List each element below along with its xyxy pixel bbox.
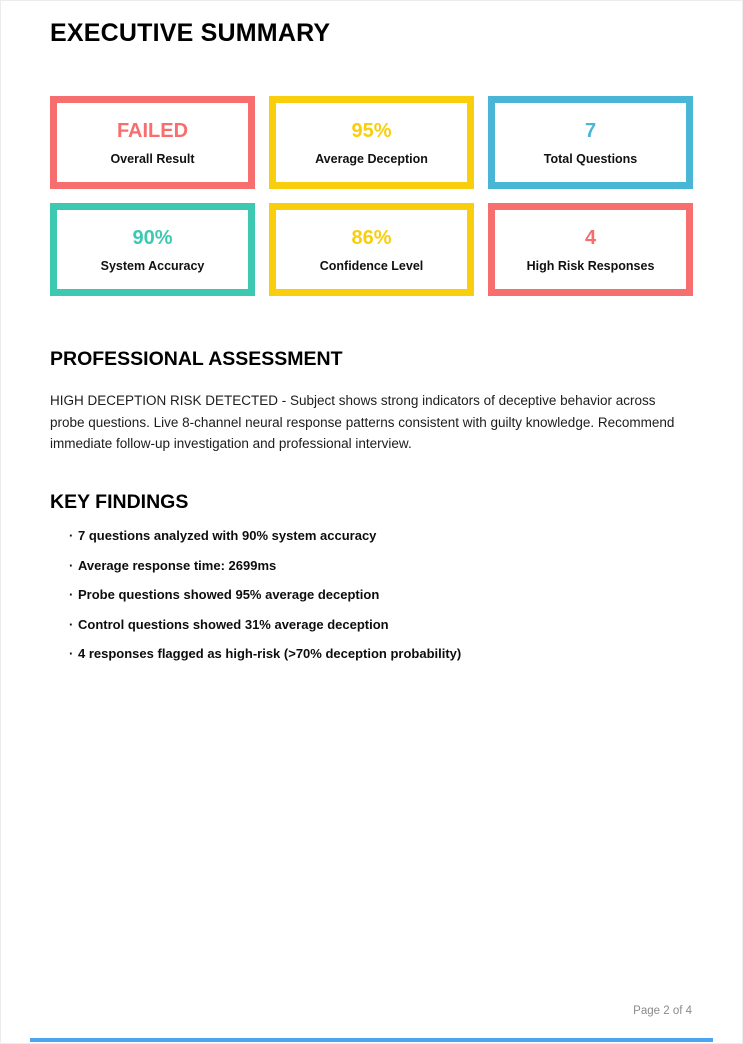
findings-list	[50, 528, 693, 661]
stat-label: Overall Result	[110, 151, 195, 166]
stat-value: 95%	[351, 119, 392, 142]
stat-card-system-accuracy	[50, 203, 255, 296]
finding-item	[69, 646, 693, 661]
stat-label: High Risk Responses	[526, 258, 655, 273]
stat-label: Total Questions	[543, 151, 638, 166]
stat-label: System Accuracy	[100, 258, 205, 273]
stat-value: 4	[584, 226, 597, 249]
key-findings-heading: KEY FINDINGS	[50, 490, 189, 513]
finding-item	[69, 617, 693, 632]
page-content	[1, 19, 742, 661]
bullet-icon	[69, 587, 78, 602]
stat-value: 90%	[132, 226, 173, 249]
bullet-icon	[69, 617, 78, 632]
stat-card-overall-result	[50, 96, 255, 189]
stat-value: FAILED	[116, 119, 189, 142]
page-title: EXECUTIVE SUMMARY	[50, 19, 331, 47]
bullet-icon	[69, 646, 78, 661]
finding-item	[69, 587, 693, 602]
stat-card-confidence-level	[269, 203, 474, 296]
finding-text: Probe questions showed 95% average deception	[78, 587, 380, 602]
finding-item	[69, 558, 693, 573]
stat-card-high-risk-responses	[488, 203, 693, 296]
bottom-accent-bar	[30, 1038, 713, 1042]
bullet-icon	[69, 528, 78, 543]
bullet-icon	[69, 558, 78, 573]
assessment-heading: PROFESSIONAL ASSESSMENT	[50, 348, 343, 370]
stat-card-total-questions	[488, 96, 693, 189]
stat-card-average-deception	[269, 96, 474, 189]
finding-text: 4 responses flagged as high-risk (>70% deception probability)	[78, 646, 462, 661]
stat-value: 7	[584, 119, 597, 142]
finding-text: Average response time: 2699ms	[78, 557, 277, 573]
assessment-paragraph: HIGH DECEPTION RISK DETECTED - Subject shows strong indicators of deceptive behavior across probe questions. Live 8-channel neural response patterns consistent with guilty knowledge. Recommend immediate follow-up investigation and professional interview.	[50, 393, 675, 451]
stat-label: Confidence Level	[319, 258, 424, 273]
finding-text: 7 questions analyzed with 90% system accuracy	[78, 528, 377, 543]
stat-value: 86%	[351, 226, 392, 249]
summary-cards-grid	[50, 96, 693, 296]
page-number: Page 2 of 4	[633, 1005, 692, 1017]
stat-label: Average Deception	[315, 151, 428, 166]
finding-item	[69, 528, 693, 543]
finding-text: Control questions showed 31% average deception	[78, 616, 389, 632]
